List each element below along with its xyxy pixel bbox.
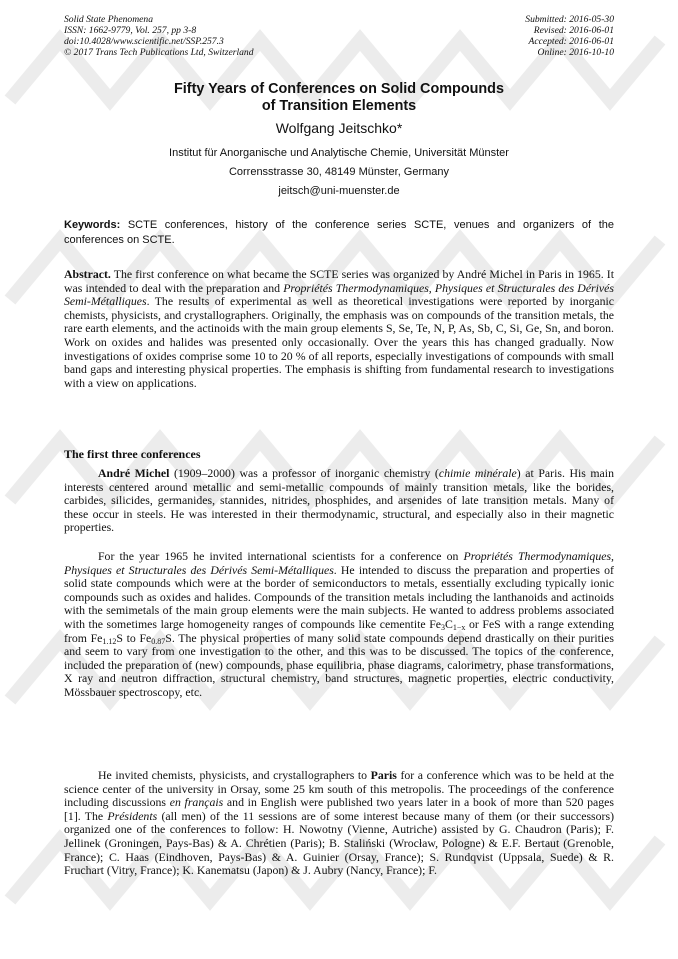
para1-text: (1909–2000) was a professor of inorganic chemistry ( (169, 466, 439, 480)
journal-copyright: © 2017 Trans Tech Publications Ltd, Switzerland (64, 47, 254, 58)
affiliation-address: Corrensstrasse 30, 48149 Münster, Germany (228, 166, 450, 178)
para2-text-3: C (445, 616, 453, 631)
date-accepted: Accepted: 2016-06-01 (528, 36, 614, 47)
keywords-label: Keywords: (64, 219, 121, 231)
para2-text: For the year 1965 he invited international scientists for a conference on (98, 549, 464, 563)
para3-text-3: and in English were published two years later in a book of more than 520 pages [1]. The (64, 795, 614, 823)
para3-text-2: for a conference which was to be held at the science center of the university in Orsay, some 25 km south of this metropolis. The proceedings of the conference including discussions (64, 768, 614, 810)
para2-text-6: S. The physical properties of many solid state compounds depend drastically on their purities and seem to vary from one investigation to the other, and this was to be discussed. The topics of the conference, included the preparation of (new) compounds, phase equilibria, phase diagrams, calorimetry, phase transformations, X ray and neutron diffraction, structural chemistry, band structures, magnetic properties, electric conductivity, Mössbauer spectroscopy, etc. (64, 630, 615, 699)
affiliation (64, 144, 614, 201)
publication-dates (525, 14, 614, 58)
abstract-text-2: . The results of experimental as well as theoretical investigations were reported by inorganic chemists, physicists, and crystallographers. Originally, the emphasis was on compounds of the transition metals, the rare earth elements, and the actinoids with the main group elements S, Se, Te, N, P, As, Sb, C, Si, Ge, Sn, and boron. Work on oxides and halides was presented only occasionally. Over the years this has changed gradually. Now investigations of oxides comprise some 10 to 20 % of all reports, especially investigations of compounds with small band gaps and interesting physical properties. The emphasis is shifting from fundamental research to investigations with a view on applications. (64, 294, 614, 390)
para2-text-4: or FeS with a range extending from Fe (64, 616, 615, 645)
para2-sub-3: 1.12 (102, 636, 117, 646)
paragraph-1 (64, 467, 614, 535)
para3-bold: Paris (370, 768, 397, 782)
paragraph-2 (64, 550, 614, 700)
para1-text-2: ) at Paris. His main interests centered around metallic and semi-metallic compounds of mainly transition metals, like the borides, carbides, silicides, germanides, stannides, nitrides, phosphides, and arsenides of late transition metals. Many of these occur in steels. He was interested in their thermodynamic, structural, and especially also in their magnetic properties. (64, 466, 614, 535)
journal-info (64, 14, 254, 58)
journal-name: Solid State Phenomena (64, 14, 153, 25)
abstract-italic: Propriétés Thermodynamiques, Physiques et Structurales des Dérivés Semi-Métalliques (64, 280, 614, 309)
para3-text: He invited chemists, physicists, and crystallographers to (98, 768, 371, 782)
para3-text-4: (all men) of the 11 sessions are of some interest because many of them (or their successors) organized one of the conferences to follow: H. Nowotny (Vienne, Autriche) assisted by G. Chaudron (Paris); F. Jellinek (Groningen, Pays-Bas) & A. Chrétien (Paris); B. Staliński (Wrocław, Pologne) & E.F. Bertaut (Grenoble, France); C. Haas (Eindhoven, Pays-Bas) & A. Guinier (Orsay, France); S. Rundqvist (Uppsala, Suede) & R. Fruchart (Vitry, France); K. Kanematsu (Japon) & J. Aubry (Nancy, France); F. (64, 808, 614, 878)
keywords-text: SCTE conferences, history of the conference series SCTE, venues and organizers of the conferences on SCTE. (64, 219, 614, 246)
para2-text-2: . He intended to discuss the preparation and properties of solid state compounds which were at the border of semiconductors to metals, essentially excluding typically ionic compounds such as oxides and halides. Compounds of the transition metals including the lanthanoids and actinoids with the semimetals of the main group elements were the main subjects. He wanted to address problems associated with the sometimes large homogeneity ranges of compounds like cementite Fe (64, 562, 614, 631)
author-name: Wolfgang Jeitschko* (275, 120, 403, 136)
para2-italic: Propriétés Thermodynamiques, Physiques et Structurales des Dérivés Semi-Métalliques (64, 549, 614, 577)
abstract-label: Abstract. (64, 267, 111, 281)
para1-name: André Michel (98, 466, 170, 480)
abstract (64, 268, 614, 390)
date-submitted: Submitted: 2016-05-30 (525, 14, 614, 25)
para2-sub-2: 1−x (452, 622, 466, 632)
affiliation-email: jeitsch@uni-muenster.de (278, 185, 400, 197)
journal-issn: ISSN: 1662-9779, Vol. 257, pp 3-8 (64, 25, 197, 36)
para3-italic: en français (169, 795, 224, 810)
journal-doi: doi:10.4028/www.scientific.net/SSP.257.3 (64, 36, 224, 47)
date-revised: Revised: 2016-06-01 (533, 25, 614, 36)
title-line-2: of Transition Elements (261, 98, 417, 114)
paper-title (64, 81, 614, 115)
paragraph-3 (64, 769, 614, 878)
para3-italic-2: Présidents (107, 808, 158, 823)
section-heading: The first three conferences (64, 447, 201, 461)
affiliation-institute: Institut für Anorganische und Analytische Chemie, Universität Münster (169, 147, 509, 159)
keywords (64, 218, 614, 247)
date-online: Online: 2016-10-10 (537, 47, 614, 58)
abstract-text: The first conference on what became the SCTE series was organized by André Michel in Paris in 1965. It was intended to deal with the preparation and (64, 267, 614, 295)
title-line-1: Fifty Years of Conferences on Solid Compounds (174, 81, 504, 97)
para2-sub-4: 0.87 (151, 636, 166, 646)
para2-text-5: S to Fe (116, 630, 152, 645)
para2-sub-1: 3 (441, 622, 445, 632)
para1-italic: chimie minérale (438, 466, 517, 480)
